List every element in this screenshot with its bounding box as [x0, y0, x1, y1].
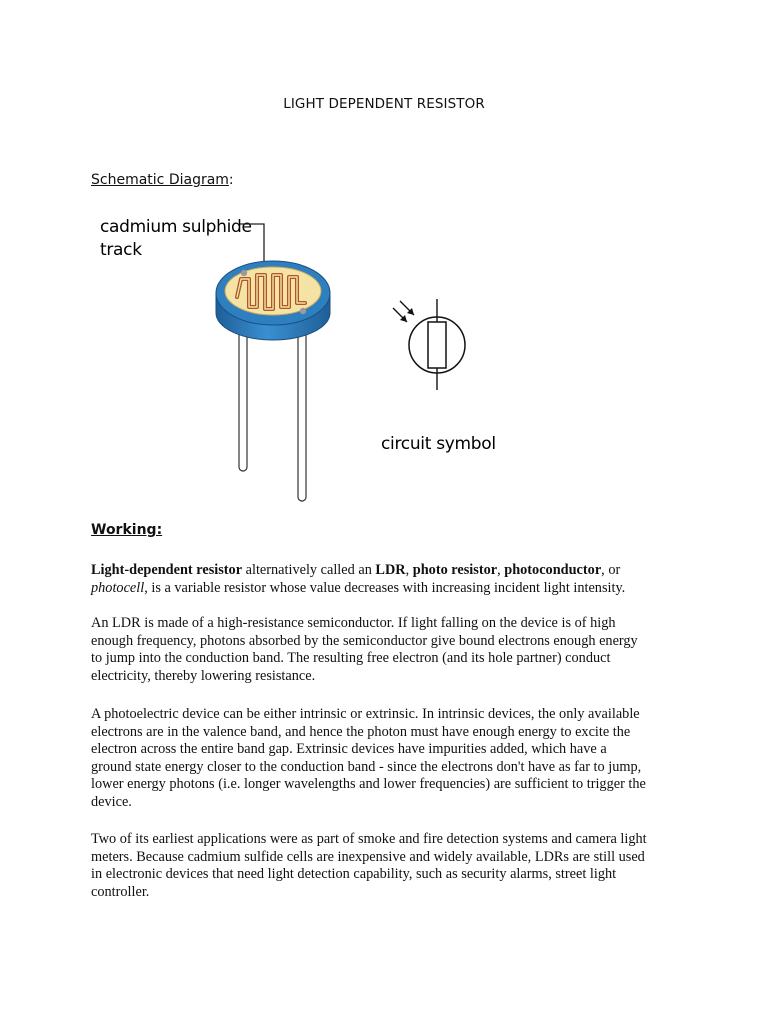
paragraph-semiconductor [91, 615, 691, 685]
text-line: electricity, thereby lowering resistance. [91, 667, 316, 684]
paragraph-intrinsic-extrinsic [91, 706, 691, 812]
page-title: LIGHT DEPENDENT RESISTOR [283, 96, 485, 112]
schematic-diagram-heading: Schematic Diagram: [91, 172, 234, 188]
text-line: enough frequency, photons absorbed by the semiconductor give bound electrons enough energy [91, 632, 638, 649]
text-line: lower energy photons (i.e. longer wavelengths and lower frequencies) are sufficient to trigger the [91, 776, 646, 793]
text-line: electrons are in the valence band, and hence the photon must have enough energy to excite the [91, 723, 631, 740]
text-line: controller. [91, 883, 150, 900]
text-line: to jump into the conduction band. The resulting free electron (and its hole partner) conduct [91, 650, 611, 667]
contact-dot-left [241, 270, 247, 276]
working-heading: Working: [91, 522, 163, 538]
text-line: meters. Because cadmium sulfide cells are inexpensive and widely available, LDRs are still used [91, 848, 645, 865]
label-circuit-symbol: circuit symbol [381, 434, 496, 454]
label-track: track [100, 240, 142, 260]
contact-dot-right [300, 308, 306, 314]
ldr-diagram [85, 205, 515, 510]
lead-left [239, 323, 247, 471]
text-line: A photoelectric device can be either intrinsic or extrinsic. In intrinsic devices, the only available [91, 706, 640, 722]
paragraph-definition: Light-dependent resistor alternatively called an LDR, photo resistor, photoconductor, or photocell, is a variable resistor whose value decreases with increasing incident light intensity. [91, 562, 626, 596]
text-line: Two of its earliest applications were as part of smoke and fire detection systems and camera light [91, 831, 647, 847]
lead-right [298, 323, 306, 501]
text-line: An LDR is made of a high-resistance semiconductor. If light falling on the device is of high [91, 615, 616, 631]
label-cadmium-sulphide: cadmium sulphide [100, 217, 252, 237]
paragraph-applications [91, 831, 691, 901]
text-line: device. [91, 793, 132, 810]
text-line: electron across the entire band gap. Extrinsic devices have impurities added, which have a [91, 741, 607, 758]
text-line: ground state energy closer to the conduction band - since the electrons don't have as far to jump, [91, 758, 642, 775]
ldr-circuit-symbol [393, 299, 465, 390]
text-line: in electronic devices that need light detection capability, such as security alarms, street light [91, 866, 617, 883]
